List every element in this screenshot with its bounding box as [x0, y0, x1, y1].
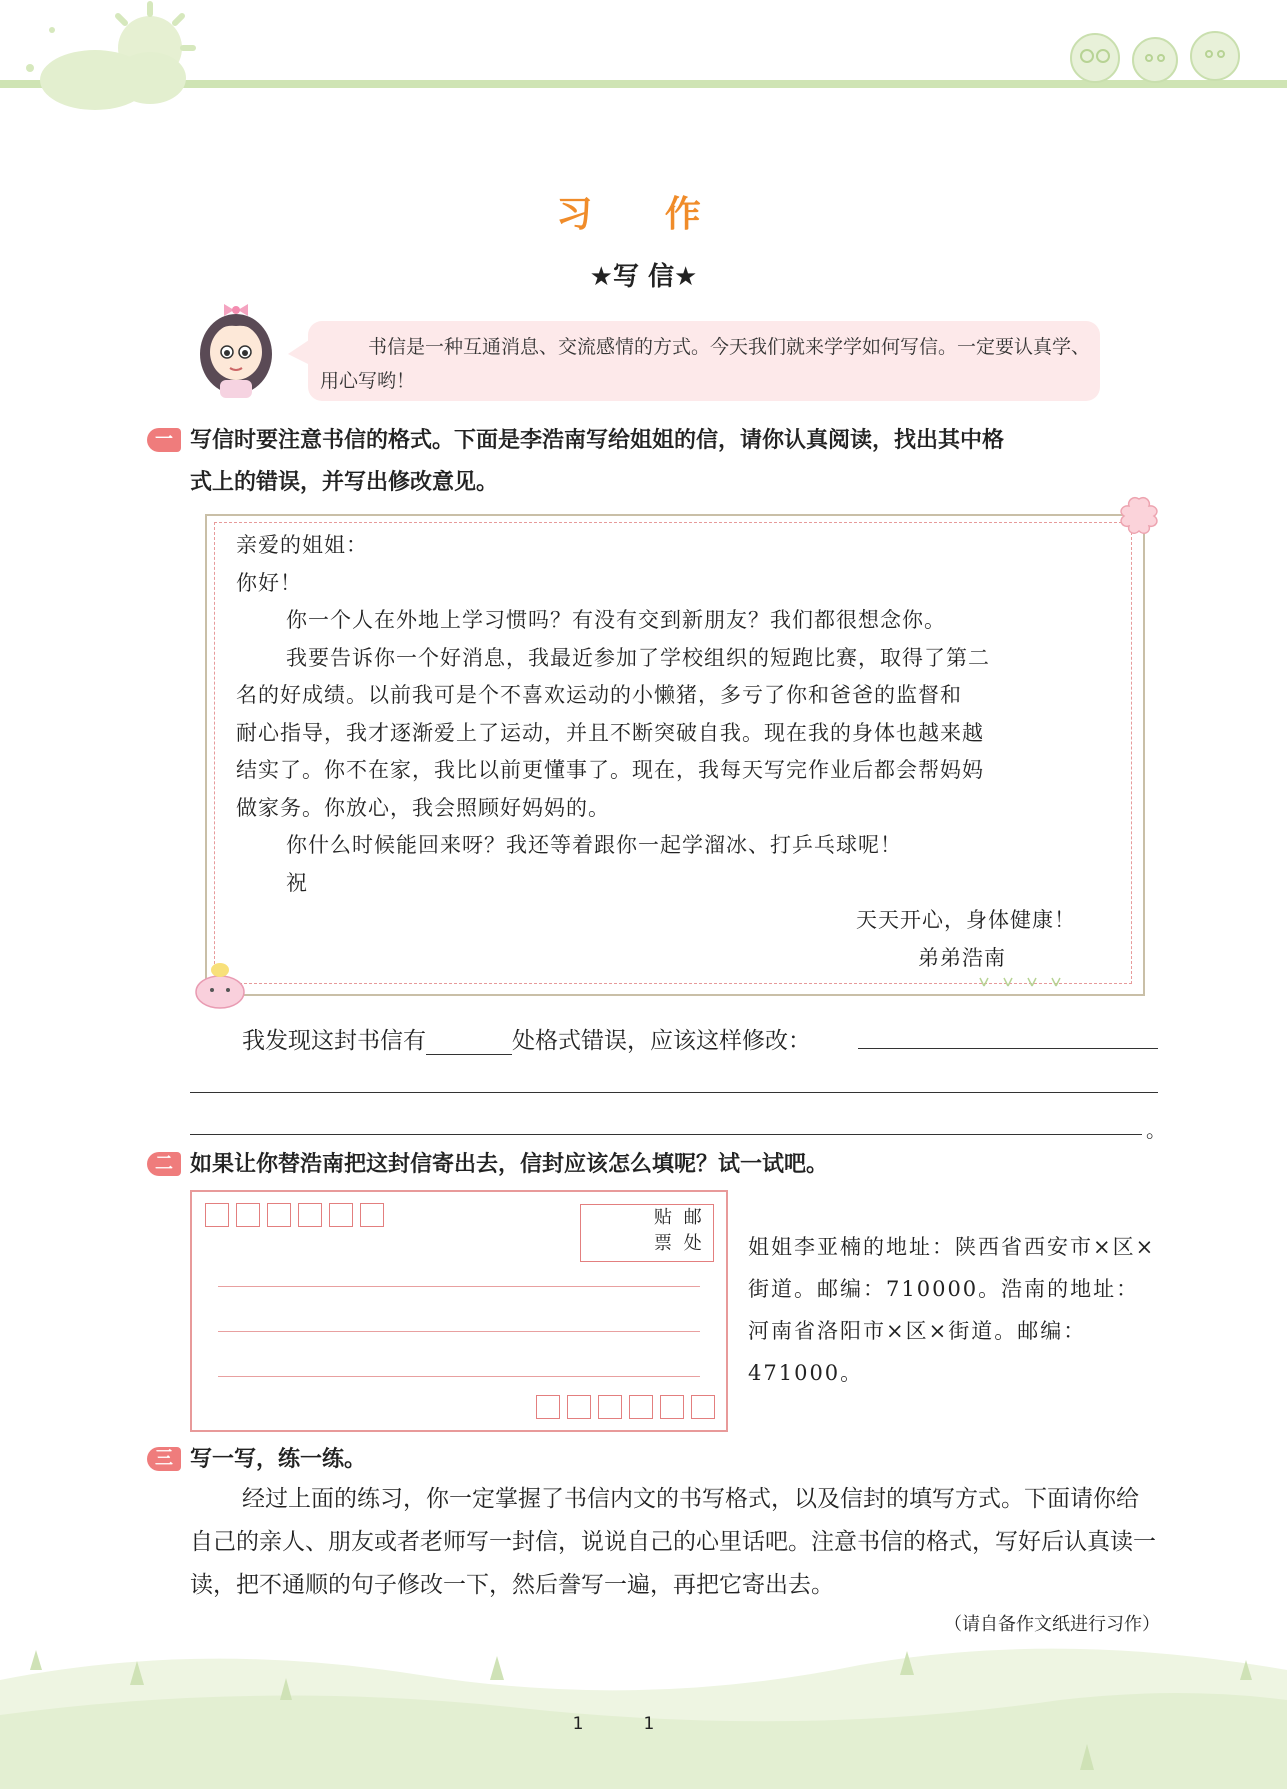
section-1-question-line-1: 写信时要注意书信的格式。下面是李浩南写给姐姐的信，请你认真阅读，找出其中格	[190, 428, 1005, 453]
letter-salutation: 亲爱的姐姐：	[236, 533, 368, 557]
zip-box[interactable]	[629, 1395, 653, 1419]
zip-box[interactable]	[567, 1395, 591, 1419]
page-subtitle: ★写 信★	[589, 262, 698, 292]
section-2-badge: 二	[147, 1152, 181, 1176]
section-3-body: 经过上面的练习，你一定掌握了书信内文的书写格式，以及信封的填写方式。下面请你给自己的亲人、朋友或者老师写一封信，说说自己的心里话吧。注意书信的格式，写好后认真读一读，把不通顺的句子修改一下，然后誊写一遍，再把它寄出去。	[190, 1486, 1156, 1598]
letter-paragraph-2-line-2: 名的好成绩。以前我可是个不喜欢运动的小懒猪，多亏了你和爸爸的监督和	[236, 683, 962, 707]
answer-line-2[interactable]	[190, 1092, 1158, 1093]
page-number: 11	[572, 1714, 715, 1734]
envelope-sender-line[interactable]	[218, 1376, 700, 1377]
sun-cloud-decoration	[0, 0, 220, 115]
envelope-name-line[interactable]	[218, 1331, 700, 1332]
answer-end-period: 。	[1146, 1118, 1166, 1142]
intro-text: 书信是一种互通消息、交流感情的方式。今天我们就来学学如何写信。一定要认真学、用心写哟！	[320, 336, 1091, 392]
letter-paragraph-2-line-5: 做家务。你放心，我会照顾好妈妈的。	[236, 796, 610, 820]
letter-greeting: 你好！	[236, 571, 302, 595]
zip-box[interactable]	[536, 1395, 560, 1419]
answer-row	[242, 1022, 1157, 1056]
letter-closing-wish: 天天开心，身体健康！	[856, 908, 1076, 932]
envelope-address-line[interactable]	[218, 1286, 700, 1287]
letter-paragraph-1: 你一个人在外地上学习惯吗？有没有交到新朋友？我们都很想念你。	[286, 608, 946, 632]
answer-prefix: 我发现这封书信有	[242, 1028, 426, 1054]
section-3-title: 写一写，练一练。	[190, 1447, 367, 1472]
speech-bubble-tail	[288, 338, 312, 368]
letter-paragraph-2-line-3: 耐心指导，我才逐渐爱上了运动，并且不断突破自我。现在我的身体也越来越	[236, 721, 984, 745]
pig-mascot-icon	[192, 960, 248, 1010]
page-title: 习 作	[556, 194, 731, 235]
answer-line-3[interactable]	[190, 1134, 1142, 1135]
letter-signature: 弟弟浩南	[918, 946, 1006, 970]
answer-middle: 处格式错误，应该这样修改：	[512, 1028, 811, 1054]
section-1-badge: 一	[147, 428, 181, 452]
zip-box[interactable]	[691, 1395, 715, 1419]
section-3-badge: 三	[147, 1447, 181, 1471]
zip-box[interactable]	[236, 1203, 260, 1227]
section-2-question: 如果让你替浩南把这封信寄出去，信封应该怎么填呢？试一试吧。	[190, 1152, 829, 1177]
section-1-question-line-2: 式上的错误，并写出修改意见。	[190, 470, 499, 495]
letter-paragraph-2-line-1: 我要告诉你一个好消息，我最近参加了学校组织的短跑比赛，取得了第二	[286, 646, 990, 670]
zip-box[interactable]	[329, 1203, 353, 1227]
girl-mascot-icon	[190, 296, 282, 400]
zip-box[interactable]	[267, 1203, 291, 1227]
stamp-label: 贴 邮 票 处	[654, 1207, 705, 1254]
flower-icon	[1118, 496, 1160, 534]
zip-box[interactable]	[598, 1395, 622, 1419]
sender-zip-boxes[interactable]	[536, 1395, 715, 1419]
letter-closing-zhu: 祝	[286, 871, 308, 895]
section-3-note: （请自备作文纸进行习作）	[944, 1614, 1160, 1635]
zip-box[interactable]	[298, 1203, 322, 1227]
zip-box[interactable]	[360, 1203, 384, 1227]
answer-line-1[interactable]	[858, 1048, 1158, 1049]
hills-decoration	[0, 1620, 1287, 1789]
letter-paragraph-3: 你什么时候能回来呀？我还等着跟你一起学溜冰、打乒乓球呢！	[286, 833, 902, 857]
address-info: 姐姐李亚楠的地址：陕西省西安市×区×街道。邮编：710000。浩南的地址：河南省洛阳市×区×街道。邮编：471000。	[748, 1235, 1156, 1385]
letter-paragraph-2-line-4: 结实了。你不在家，我比以前更懂事了。现在，我每天写完作业后都会帮妈妈	[236, 758, 984, 782]
error-count-blank[interactable]	[426, 1030, 512, 1055]
zip-box[interactable]	[205, 1203, 229, 1227]
recipient-zip-boxes[interactable]	[205, 1203, 384, 1227]
animal-friends-decoration	[1055, 20, 1255, 85]
zip-box[interactable]	[660, 1395, 684, 1419]
